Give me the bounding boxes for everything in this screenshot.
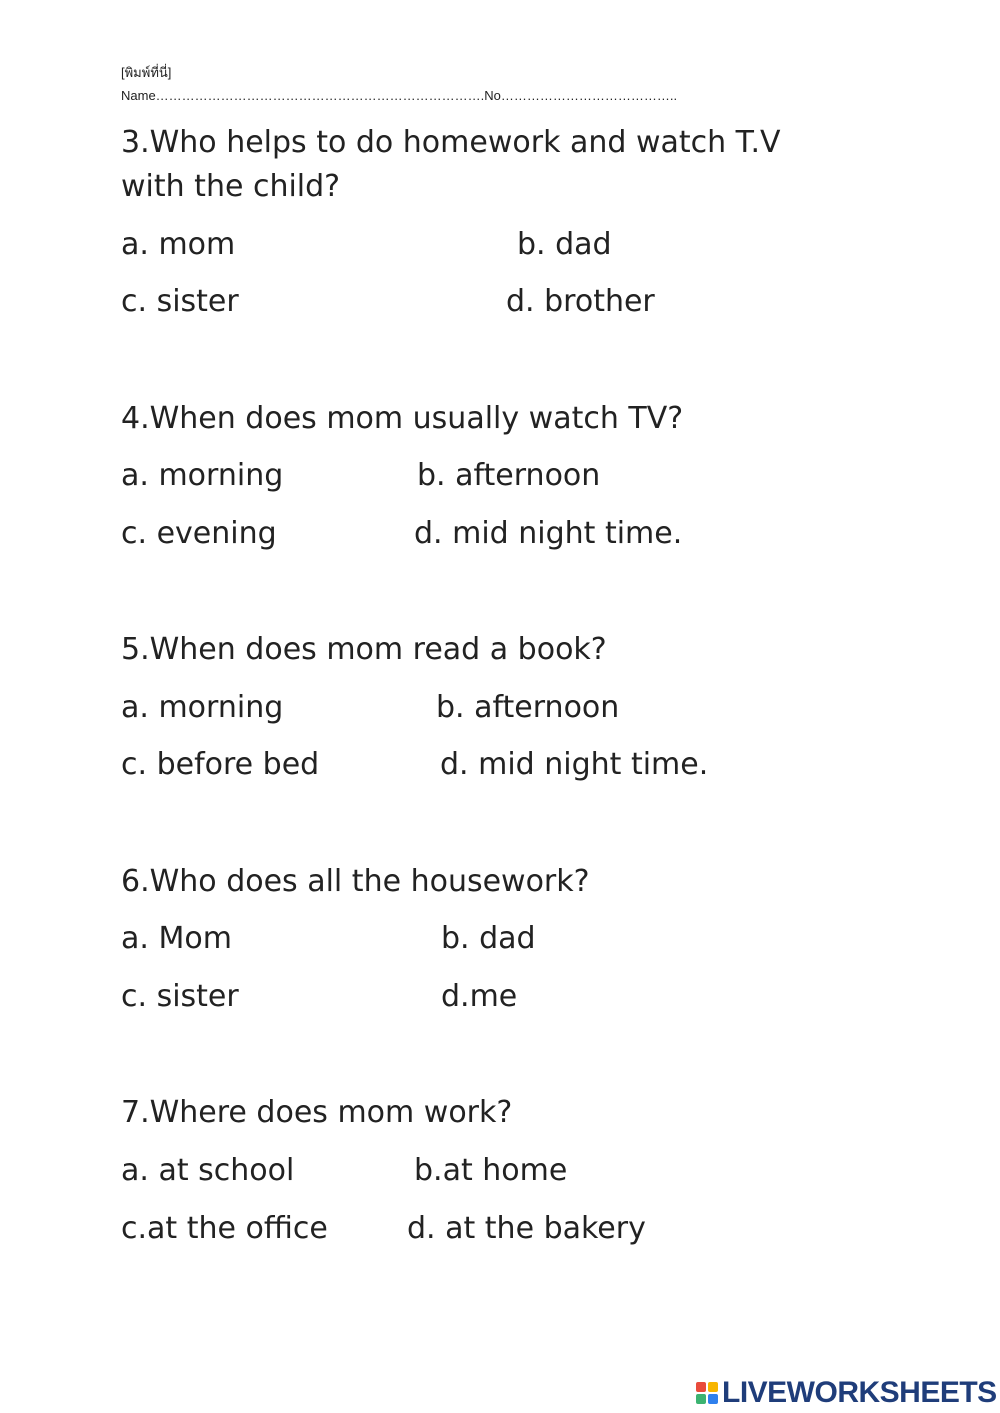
question-3-text-line-2: with the child? bbox=[121, 169, 341, 204]
question-6-option-b[interactable]: b. dad bbox=[441, 921, 536, 956]
question-3-option-d[interactable]: d. brother bbox=[506, 284, 655, 319]
question-6-option-a[interactable]: a. Mom bbox=[121, 921, 232, 956]
question-7-option-b[interactable]: b.at home bbox=[414, 1153, 568, 1188]
question-4-option-c[interactable]: c. evening bbox=[121, 516, 277, 551]
question-4-text: 4.When does mom usually watch TV? bbox=[121, 401, 684, 436]
question-4-option-b[interactable]: b. afternoon bbox=[417, 458, 601, 493]
logo-tiles-icon bbox=[696, 1382, 718, 1404]
question-6-text: 6.Who does all the housework? bbox=[121, 864, 590, 899]
name-number-line: Name………………………………………………………………….No………………………………….. bbox=[121, 88, 678, 103]
question-7-option-c[interactable]: c.at the office bbox=[121, 1211, 328, 1246]
question-5-text: 5.When does mom read a book? bbox=[121, 632, 607, 667]
question-3-option-b[interactable]: b. dad bbox=[517, 227, 612, 262]
liveworksheets-logo bbox=[696, 1377, 997, 1409]
logo-tile-1 bbox=[696, 1382, 706, 1392]
logo-tile-3 bbox=[696, 1394, 706, 1404]
question-4-option-a[interactable]: a. morning bbox=[121, 458, 284, 493]
question-4-option-d[interactable]: d. mid night time. bbox=[414, 516, 683, 551]
question-6-option-d[interactable]: d.me bbox=[441, 979, 518, 1014]
question-7-option-d[interactable]: d. at the bakery bbox=[407, 1211, 646, 1246]
question-3-text-line-1: 3.Who helps to do homework and watch T.V bbox=[121, 125, 781, 160]
question-5-option-b[interactable]: b. afternoon bbox=[436, 690, 620, 725]
question-3-option-c[interactable]: c. sister bbox=[121, 284, 239, 319]
logo-text: LIVEWORKSHEETS bbox=[722, 1376, 997, 1409]
logo-tile-4 bbox=[708, 1394, 718, 1404]
question-5-option-c[interactable]: c. before bed bbox=[121, 747, 320, 782]
header-placeholder-note: [พิมพ์ที่นี่] bbox=[121, 65, 172, 80]
question-3-option-a[interactable]: a. mom bbox=[121, 227, 236, 262]
question-6-option-c[interactable]: c. sister bbox=[121, 979, 239, 1014]
question-5-option-d[interactable]: d. mid night time. bbox=[440, 747, 709, 782]
question-7-option-a[interactable]: a. at school bbox=[121, 1153, 295, 1188]
question-7-text: 7.Where does mom work? bbox=[121, 1095, 513, 1130]
logo-tile-2 bbox=[708, 1382, 718, 1392]
question-5-option-a[interactable]: a. morning bbox=[121, 690, 284, 725]
